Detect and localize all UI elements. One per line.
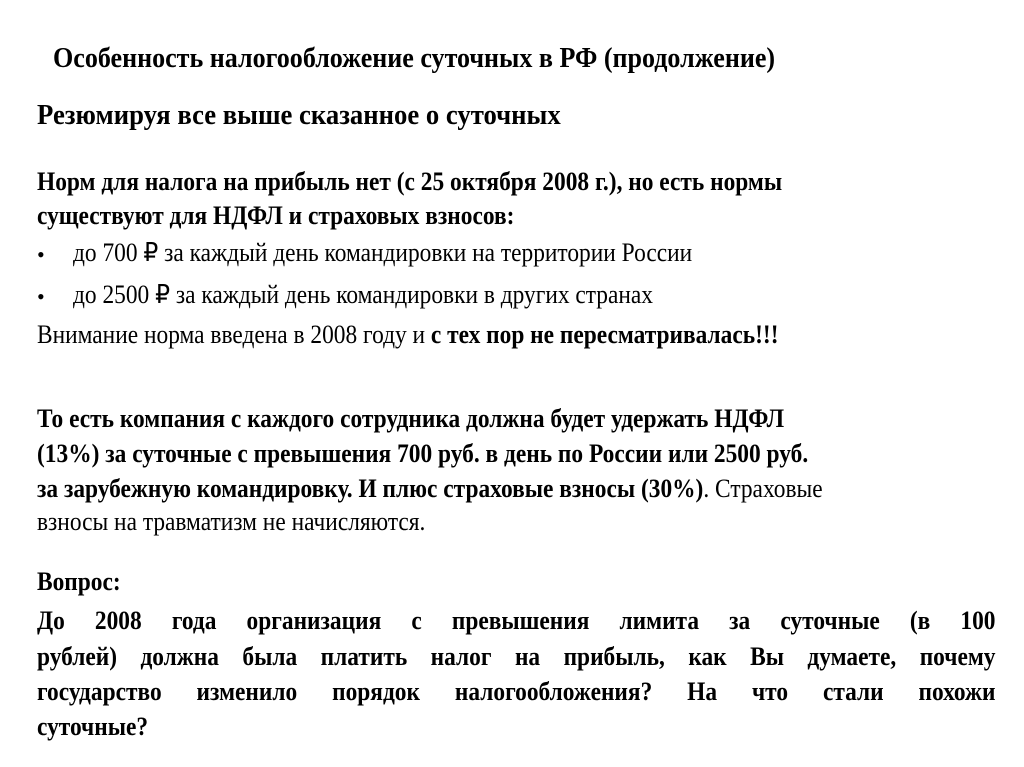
warning-emphasis: с тех пор не пересматривалась!!! (430, 320, 779, 349)
bullet-icon: • (37, 284, 45, 309)
bullet-icon: • (37, 242, 45, 267)
page-title: Особенность налогообложение суточных в РФ (продолжение) (53, 43, 776, 74)
question-line: суточные? (37, 712, 149, 741)
conclusion-line-1: То есть компания с каждого сотрудника должна будет удержать НДФЛ (37, 404, 785, 433)
warning-line (37, 320, 779, 350)
conclusion-line-3-bold: за зарубежную командировку. И плюс страховые взносы (30%) (37, 474, 704, 503)
norms-line-2: существуют для НДФЛ и страховых взносов: (37, 201, 515, 230)
conclusion-line-3-normal: . Страховые (703, 474, 823, 503)
conclusion-line-3 (37, 474, 823, 504)
subtitle: Резюмируя все выше сказанное о суточных (37, 99, 561, 131)
question-line: рублей) должна была платить налог на прибыль, как Вы думаете, почему (37, 642, 996, 671)
bullet-item: до 700 ₽ за каждый день командировки на территории России (73, 238, 693, 267)
question-line: государство изменило порядок налогообложения? На что стали похожи (37, 677, 996, 706)
question-heading: Вопрос: (37, 567, 121, 596)
conclusion-line-2 (37, 439, 808, 469)
question-line: До 2008 года организация с превышения лимита за суточные (в 100 (37, 606, 996, 635)
conclusion-line-2-text: (13%) за суточные с превышения 700 руб. в день по России или 2500 руб. (37, 439, 809, 468)
warning-text: Внимание норма введена в 2008 году и (37, 320, 431, 349)
norms-line-1: Норм для налога на прибыль нет (с 25 октября 2008 г.), но есть нормы (37, 167, 783, 196)
bullet-item: до 2500 ₽ за каждый день командировки в других странах (73, 280, 654, 309)
conclusion-line-4: взносы на травматизм не начисляются. (37, 507, 426, 536)
